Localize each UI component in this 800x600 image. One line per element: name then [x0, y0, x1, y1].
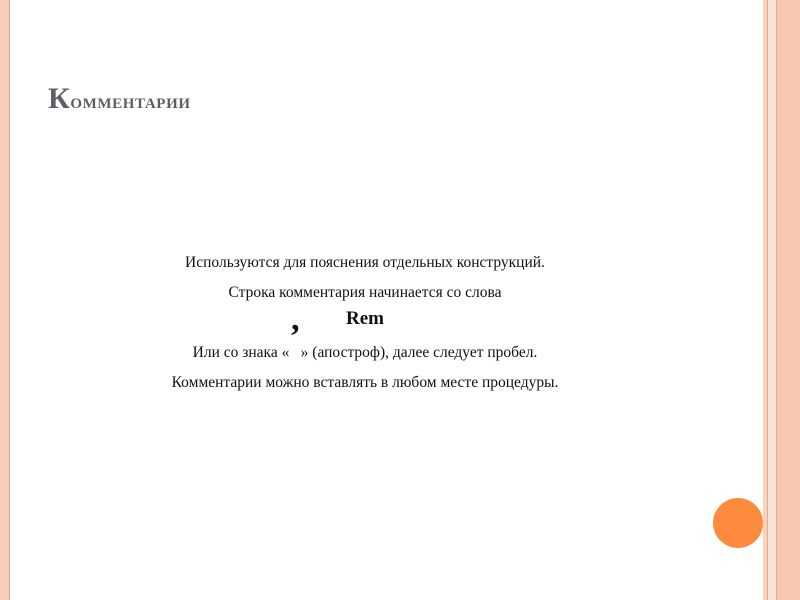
- body-line-4-prefix: Или со знака «: [192, 344, 290, 361]
- apostrophe-glyph: ’: [289, 318, 301, 355]
- slide-title: [48, 82, 191, 116]
- left-border-line: [9, 0, 10, 600]
- body-line-2: Строка комментария начинается со слова: [228, 283, 502, 301]
- left-border: [0, 0, 9, 600]
- decorative-circle: [713, 498, 763, 548]
- right-border-band: [781, 0, 800, 600]
- slide-body: [80, 255, 650, 390]
- body-line-1: Используются для пояснения отдельных конструкций.: [185, 254, 545, 271]
- slide-title-initial: К: [48, 82, 71, 115]
- right-border-stripe: [768, 0, 776, 600]
- slide-title-rest: омментарии: [70, 89, 191, 113]
- body-line-5: Комментарии можно вставлять в любом месте процедуры.: [171, 373, 559, 391]
- body-line-4-suffix: » (апостроф), далее следует пробел.: [300, 344, 538, 361]
- body-line-keyword: Rem: [346, 308, 384, 329]
